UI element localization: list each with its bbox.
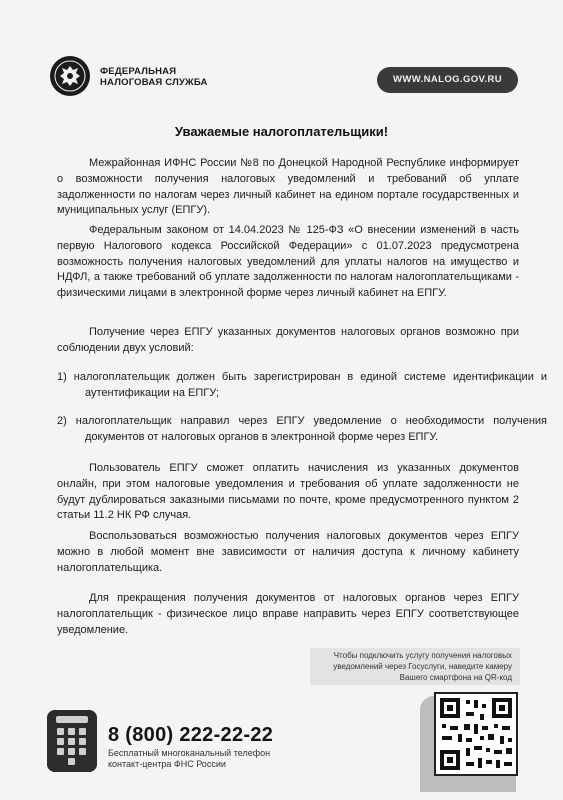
qr-instruction-line1: Чтобы подключить услугу получения налоговых: [333, 651, 512, 660]
qr-instruction-line2: уведомлений через Госуслуги, наведите камеру: [333, 662, 512, 671]
paragraph-conditions: Получение через ЕПГУ указанных документов налоговых органов возможно при соблюдении двух условий:: [57, 326, 519, 354]
hotline-description: [108, 748, 270, 770]
paragraph-payment: Пользователь ЕПГУ сможет оплатить начисления из указанных документов онлайн, при этом налоговые уведомления и требования об уплате задолженности не будут дублироваться заказными письмами по почте, кроме предусмотренного пунктом 2 статьи 11.2 НК РФ случая.: [57, 462, 519, 522]
paragraph-termination: Для прекращения получения документов от налоговых органов через ЕПГУ налогоплательщик - физическое лицо вправе направить через ЕПГУ соответствующее уведомление.: [57, 592, 519, 636]
org-name: [100, 66, 208, 88]
qr-code-icon[interactable]: [434, 692, 518, 776]
paragraph-anytime: Воспользоваться возможностью получения налоговых документов через ЕПГУ можно в любой момент вне зависимости от наличия доступа к личному кабинету налогоплательщика.: [57, 530, 519, 574]
org-name-line2: НАЛОГОВАЯ СЛУЖБА: [100, 77, 208, 88]
page-title: Уважаемые налогоплательщики!: [174, 124, 389, 139]
fns-emblem-icon: [50, 56, 90, 96]
condition-item-1: 1) налогоплательщик должен быть зарегистрирован в единой системе идентификации и аутентификации на ЕПГУ;: [57, 371, 547, 399]
keypad-phone-icon: [47, 710, 97, 772]
qr-instruction-line3: Вашего смартфона на QR-код: [399, 673, 512, 682]
org-name-line1: ФЕДЕРАЛЬНАЯ: [100, 66, 177, 77]
hotline-number[interactable]: 8 (800) 222-22-22: [108, 724, 274, 746]
condition-item-2: 2) налогоплательщик направил через ЕПГУ уведомление о необходимости получения документов от налоговых органов в электронной форме через ЕПГУ.: [57, 415, 547, 443]
paragraph-law: Федеральным законом от 14.04.2023 № 125-ФЗ «О внесении изменений в часть первую Налогового кодекса Российской Федерации» с 01.07.2023 предусмотрена возможность получения налоговых уведомлений для уплаты налогов на имущество и НДФЛ, а также требований об уплате задолженности по налогам налогоплательщиками - физическими лицами в электронной форме через личный кабинет на ЕПГУ.: [57, 224, 519, 300]
hotline-description-line2: контакт-центра ФНС России: [108, 759, 226, 769]
qr-instruction: [310, 648, 520, 685]
hotline-description-line1: Бесплатный многоканальный телефон: [108, 748, 271, 758]
website-badge: WWW.NALOG.GOV.RU: [377, 67, 518, 93]
paragraph-intro: Межрайонная ИФНС России №8 по Донецкой Народной Республике информирует о возможности получения налоговых уведомлений и требований об уплате задолженности по налогам через личный кабинет на едином портале государственных и муниципальных услуг (ЕПГУ).: [57, 157, 519, 217]
